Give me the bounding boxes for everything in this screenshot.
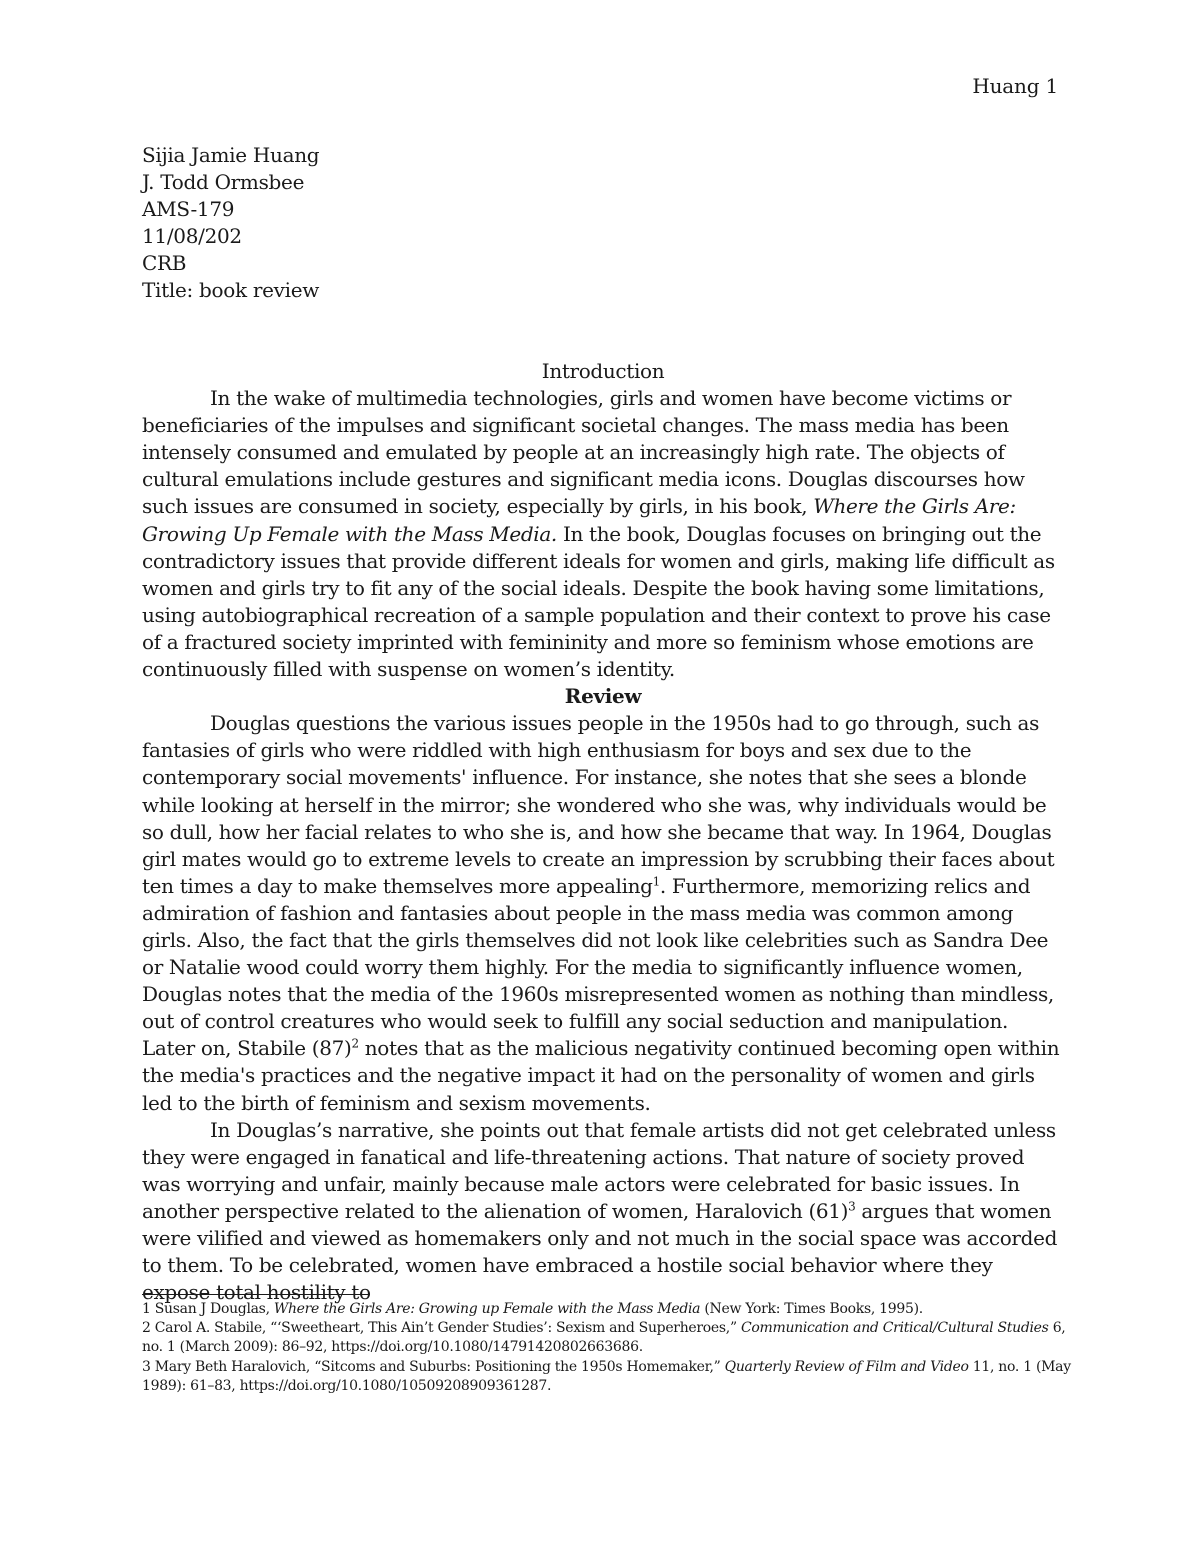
review2-text-a: In Douglas’s narrative, she points out that female artists did not get celebrated unless they were engaged in fanatical and life-threatening actions. That nature of society proved was worrying and unfair, mainly because male actors were celebrated for basic issues. In another perspective related to the alienation of women, Haralovich (61) [142,1117,1056,1223]
footnote-3-text: 3 Mary Beth Haralovich, “Sitcoms and Suburbs: Positioning the 1950s Homemaker,” [142,1358,725,1375]
footnote-2 [142,1319,1072,1357]
footnote-3-pub: 11, no. 1 (May 1989): 61–83, https://doi.org/10.1080/10509208909361287. [142,1358,1071,1394]
footnote-ref-2[interactable]: 2 [351,1036,359,1051]
page-header: Huang 1 [972,74,1058,98]
author-block [142,142,319,304]
footnote-2-journal: Communication and Critical/Cultural Studies [740,1320,1049,1337]
review-heading: Review [564,684,642,709]
review-text-a: Douglas questions the various issues people in the 1950s had to go through, such as fantasies of girls who were riddled with high enthusiasm for boys and sex due to the contemporary social movements' influence. For instance, she notes that she sees a blonde while looking at herself in the mirror; she wondered who she was, why individuals would be so dull, how her facial relates to who she is, and how she became that way. In 1964, Douglas girl mates would go to extreme levels to create an impression by scrubbing their faces about ten times a day to make themselves more appealing [142,711,1055,898]
footnote-1-title: Where the Girls Are: Growing up Female with the Mass Media [273,1301,701,1317]
footnote-divider [142,1294,370,1295]
footnote-ref-1[interactable]: 1 [652,874,660,889]
review-paragraph-2 [142,1117,1064,1307]
intro-paragraph [142,385,1064,683]
footnote-3 [142,1358,1072,1396]
review-text-b: . Furthermore, memorizing relics and admiration of fashion and fantasies about people in the mass media was common among girls. Also, the fact that the girls themselves did not look like celebrities such as Sandra Dee or Natalie wood could worry them highly. For the media to significantly influence women, Douglas notes that the media of the 1960s misrepresented women as nothing than mindless, out of control creatures who would seek to fulfill any social seduction and manipulation. Later on, Stabile (87) [142,873,1054,1061]
footnote-2-text: 2 Carol A. Stabile, “‘Sweetheart, This Ain’t Gender Studies’: Sexism and Superheroes,” [142,1320,741,1337]
footnote-1 [142,1300,1072,1319]
footnote-1-pub: (New York: Times Books, 1995). [700,1301,923,1317]
book-title: Where the Girls Are: Growing Up Female with the Mass Media. [142,494,1016,546]
review-text-c: notes that as the malicious negativity continued becoming open within the media's practices and the negative impact it had on the personality of women and girls led to the birth of feminism and sexism movements. [142,1036,1060,1115]
footnote-ref-3[interactable]: 3 [848,1199,856,1214]
assignment-type: CRB [142,251,187,275]
instructor-name: J. Todd Ormsbee [142,170,305,194]
course-code: AMS-179 [142,197,235,221]
intro-text-a: In the wake of multimedia technologies, girls and women have become victims or beneficiaries of the impulses and significant societal changes. The mass media has been intensely consumed and emulated by people at an increasingly high rate. The objects of cultural emulations include gestures and significant media icons. Douglas discourses how such issues are consumed in society, especially by girls, in his book, [142,386,1025,519]
intro-heading: Introduction [541,359,665,383]
review-paragraph-1 [142,710,1064,1116]
review2-text-b: argues that women were vilified and viewed as homemakers only and not much in the social space was accorded to them. To be celebrated, women have embraced a hostile social behavior where they expose total hostility to [142,1198,1058,1305]
author-name: Sijia Jamie Huang [142,143,320,167]
document-body [142,358,1064,1306]
footnote-2-pub: 6, no. 1 (March 2009): 86–92, https://doi.org/10.1080/14791420802663686. [142,1320,1066,1356]
intro-text-b: In the book, Douglas focuses on bringing out the contradictory issues that provide different ideals for women and girls, making life difficult as women and girls try to fit any of the social ideals. Despite the book having some limitations, using autobiographical recreation of a sample population and their context to prove his case of a fractured society imprinted with femininity and more so feminism whose emotions are continuously filled with suspense on women’s identity. [142,521,1055,682]
footnote-1-text: 1 Susan J Douglas, [142,1301,274,1317]
footnotes [142,1300,1072,1396]
footnote-3-journal: Quarterly Review of Film and Video [724,1358,969,1375]
title-line: Title: book review [142,278,320,302]
date: 11/08/202 [142,224,242,248]
